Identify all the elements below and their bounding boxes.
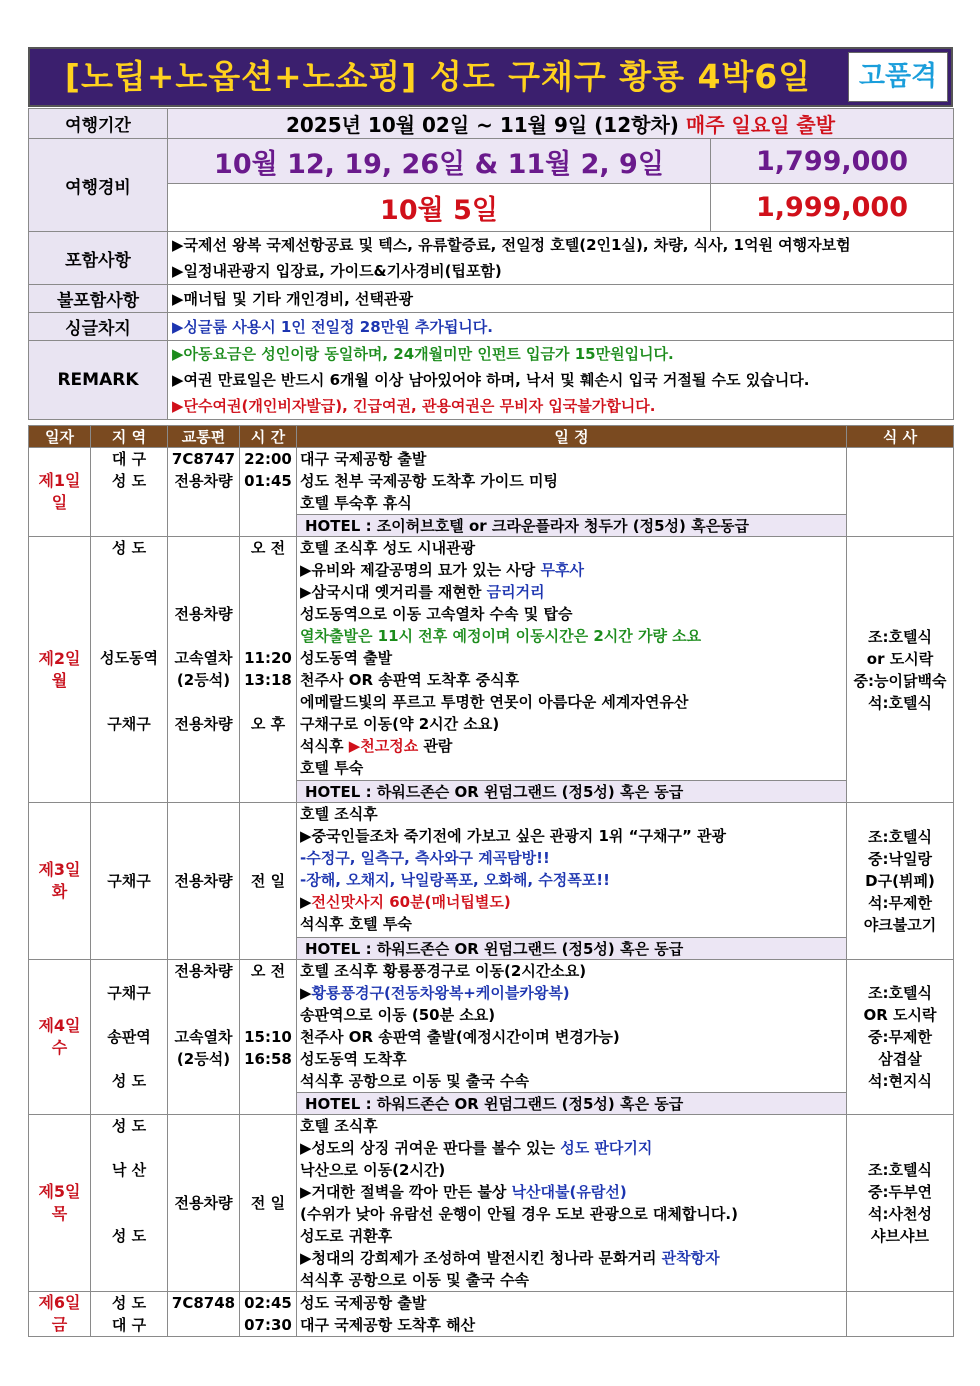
single-text: ▶싱글룸 사용시 1인 전일정 28만원 추가됩니다. [168, 313, 954, 341]
remark-line: ▶단수여권(개인비자발급), 긴급여권, 관용여권은 무비자 입국불가합니다. [172, 397, 656, 415]
day4-regions: 구채구 송판역 성 도 [91, 960, 168, 1115]
day2-plan: 호텔 조식후 성도 시내관광 ▶유비와 제갈공명의 묘가 있는 사당 무후사 ▶삼국시대 옛거리를 재현한 금리거리 성도동역으로 이동 고속열차 수속 및 탑승 열차출발은 11시 전후 예정이며 이동시간은 2시간 가량 소요 성도동역 출발 천주사 OR 송판역 도착후 중식후 에메랄드빛의 푸르고 투명한 연못이 아름다운 세계자연유산 구채구로 이동(약 2시간 소요) 석식후 ▶천고정쇼 관람 호텔 투숙 [297, 537, 847, 781]
day1-regions: 대 구 성 도 [91, 448, 168, 537]
day1-times: 22:00 01:45 [240, 448, 297, 537]
day3-hotel: HOTEL : 하워드존슨 OR 윈덤그랜드 (정5성) 혹은 동급 [297, 938, 847, 960]
page-title: [노팁+노옵션+노쇼핑] 성도 구채구 황룡 4박6일 [64, 57, 812, 96]
day2-meals: 조:호텔식 or 도시락 중:능이닭백숙 석:호텔식 [847, 537, 954, 803]
include-label: 포함사항 [29, 232, 168, 285]
day5-plan: 호텔 조식후 ▶성도의 상징 귀여운 판다를 볼수 있는 성도 판다기지 낙산으로 이동(2시간) ▶거대한 절벽을 깍아 만든 불상 낙산대불(유람선) (수위가 낮아 유람선 운행이 안될 경우 도보 관광으로 대체합니다.) 성도로 귀환후 ▶청대의 강희제가 조성하여 발전시킨 청나라 문화거리 관착항자 석식후 공항으로 이동 및 출국 수속 [297, 1115, 847, 1292]
day5-meals: 조:호텔식 중:두부연 석:사천성 샤브샤브 [847, 1115, 954, 1292]
day6-meals [847, 1292, 954, 1337]
day4-transport: 전용차량 고속열차 (2등석) [168, 960, 240, 1115]
header-region: 지 역 [91, 426, 168, 448]
day1-label: 제1일 일 [29, 448, 91, 537]
header-meal: 식 사 [847, 426, 954, 448]
day3-transport: 전용차량 [168, 803, 240, 960]
day6-regions: 성 도 대 구 [91, 1292, 168, 1337]
day6-transport: 7C8748 [168, 1292, 240, 1337]
day4-times: 오 전 15:10 16:58 [240, 960, 297, 1115]
period-label: 여행기간 [29, 109, 168, 139]
header-transport: 교통편 [168, 426, 240, 448]
single-label: 싱글차지 [29, 313, 168, 341]
day2-transport: 전용차량 고속열차 (2등석) 전용차량 [168, 537, 240, 803]
day1-hotel: HOTEL : 조이허브호텔 or 크라운플라자 청두가 (정5성) 혹은동급 [297, 515, 847, 537]
day4-plan: 호텔 조식후 황룡풍경구로 이동(2시간소요) ▶황룡풍경구(전동차왕복+케이블카왕복) 송판역으로 이동 (50분 소요) 천주사 OR 송판역 출발(예정시간이며 변경가능) 성도동역 도착후 석식후 공항으로 이동 및 출국 수속 [297, 960, 847, 1093]
cost-price-2: 1,999,000 [711, 184, 954, 232]
day1-transport: 7C8747 전용차량 [168, 448, 240, 537]
period-value: 2025년 10월 02일 ~ 11월 9일 (12항차) [285, 113, 679, 137]
day5-regions: 성 도 낙 산 성 도 [91, 1115, 168, 1292]
day2-hotel: HOTEL : 하워드존슨 OR 윈덤그랜드 (정5성) 혹은 동급 [297, 781, 847, 803]
title-banner [28, 47, 953, 107]
cost-label: 여행경비 [29, 139, 168, 232]
day3-region: 구채구 [91, 803, 168, 960]
day3-plan: 호텔 조식후 ▶중국인들조차 죽기전에 가보고 싶은 관광지 1위 “구채구” 관광 -수정구, 일측구, 측사와구 계곡탐방!! -장해, 오채지, 낙일랑폭포, 오화해, 수정폭포!! ▶전신맛사지 60분(매너팁별도) 석식후 호텔 투숙 [297, 803, 847, 938]
include-cell [168, 232, 954, 285]
day2-regions: 성 도 성도동역 구채구 [91, 537, 168, 803]
period-note: 매주 일요일 출발 [685, 113, 836, 137]
remark-line: ▶여권 만료일은 반드시 6개월 이상 남아있어야 하며, 낙서 및 훼손시 입국 거절될 수도 있습니다. [172, 371, 810, 389]
day6-label: 제6일 금 [29, 1292, 91, 1337]
info-table [28, 108, 954, 420]
cost-price-1: 1,799,000 [711, 139, 954, 184]
day3-label: 제3일 화 [29, 803, 91, 960]
include-line: ▶국제선 왕복 국제선항공료 및 텍스, 유류할증료, 전일정 호텔(2인1실), 차량, 식사, 1억원 여행자보험 [172, 236, 851, 254]
day2-label: 제2일 월 [29, 537, 91, 803]
day2-times: 오 전 11:20 13:18 오 후 [240, 537, 297, 803]
period-cell [168, 109, 954, 139]
day5-time: 전 일 [240, 1115, 297, 1292]
remark-line: ▶아동요금은 성인이랑 동일하며, 24개월미만 인펀트 입금가 15만원입니다. [172, 345, 674, 363]
day1-meals [847, 448, 954, 537]
day4-label: 제4일 수 [29, 960, 91, 1115]
day1-plan: 대구 국제공항 출발 성도 천부 국제공항 도착후 가이드 미팅 호텔 투숙후 휴식 [297, 448, 847, 515]
itinerary-table [28, 425, 954, 1337]
cost-dates-1: 10월 12, 19, 26일 & 11월 2, 9일 [168, 139, 711, 184]
day5-label: 제5일 목 [29, 1115, 91, 1292]
day4-meals: 조:호텔식 OR 도시락 중:무제한 삼겹살 석:현지식 [847, 960, 954, 1115]
include-line: ▶일정내관광지 입장료, 가이드&기사경비(팁포함) [172, 262, 502, 280]
grade-badge: 고품격 [848, 52, 948, 102]
header-time: 시 간 [240, 426, 297, 448]
day6-plan: 성도 국제공항 출발 대구 국제공항 도착후 해산 [297, 1292, 847, 1337]
day3-meals: 조:호텔식 중:낙일랑 D구(뷔페) 석:무제한 야크불고기 [847, 803, 954, 960]
day5-transport: 전용차량 [168, 1115, 240, 1292]
day3-time: 전 일 [240, 803, 297, 960]
exclude-text: ▶매너팁 및 기타 개인경비, 선택관광 [168, 285, 954, 313]
header-schedule: 일 정 [297, 426, 847, 448]
remark-label: REMARK [29, 341, 168, 420]
header-date: 일자 [29, 426, 91, 448]
remark-cell [168, 341, 954, 420]
day6-times: 02:45 07:30 [240, 1292, 297, 1337]
exclude-label: 불포함사항 [29, 285, 168, 313]
day4-hotel: HOTEL : 하워드존슨 OR 윈덤그랜드 (정5성) 혹은 동급 [297, 1093, 847, 1115]
cost-dates-2: 10월 5일 [168, 184, 711, 232]
